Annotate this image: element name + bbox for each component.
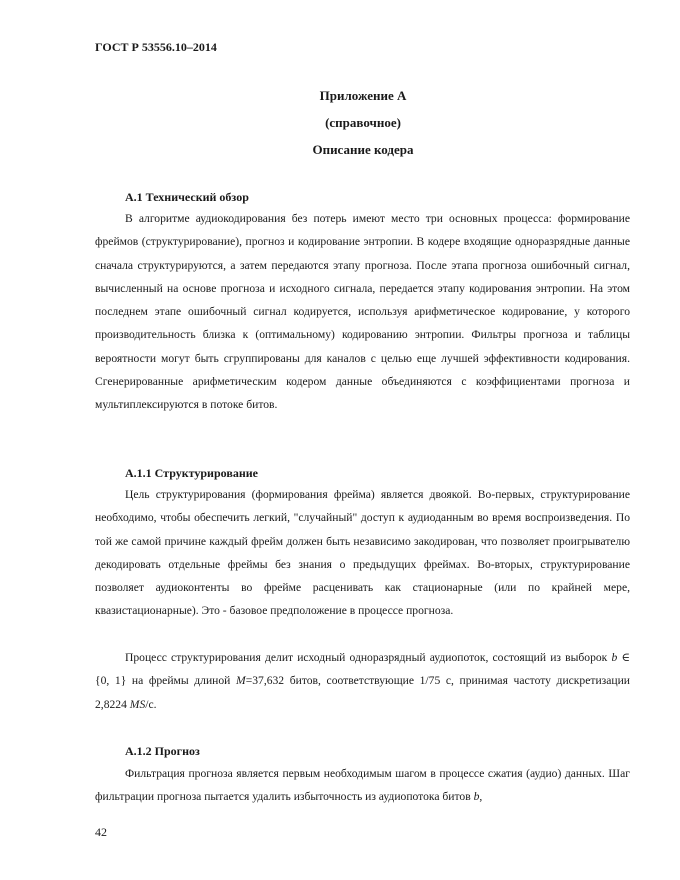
text-run: /с. [145, 697, 157, 711]
text-run: ∈ {0, 1} на фреймы длиной [95, 651, 630, 688]
variable-b: b [611, 651, 618, 664]
appendix-title: Приложение А [319, 88, 407, 103]
section-heading-a1-2: А.1.2 Прогноз [125, 744, 200, 758]
appendix-subtitle: (справочное) [325, 115, 401, 130]
standard-header: ГОСТ Р 53556.10–2014 [95, 40, 217, 54]
section-heading-a1: А.1 Технический обзор [125, 190, 249, 204]
section-text-a1: В алгоритме аудиокодирования без потерь имеют место три основных процесса: формирование фреймов (структурирование), прогноз и кодирование энтропии. В кодере входящие одноразрядные данные сначала структурируются, а затем передаются этапу прогноза. После этапа прогноза ошибочный сигнал, вычисленный на основе прогноза и исходного сигнала, передается этапу кодирования энтропии. На этом последнем этапе ошибочный сигнал кодируется, используя арифметическое кодирование, у которого производительность близка к (оптимальному) кодированию энтропии. Фильтры прогноза и таблицы вероятности могут быть сгруппированы для каналов с целью еще лучшей эффективности кодирования. Сгенерированные арифметическим кодером данные объединяются с коэффициентами прогноза и мультиплексируются в потоке битов. [95, 212, 630, 412]
text-run: =37,632 битов, соответствующие 1/75 с, принимая частоту дискретизации 2,8224 [95, 674, 630, 711]
page-number: 42 [95, 825, 107, 839]
text-run: , [479, 790, 483, 804]
section-heading-a1-1: А.1.1 Структурирование [125, 466, 258, 480]
section-text-a1-2 [95, 762, 630, 809]
appendix-name: Описание кодера [312, 142, 414, 157]
variable-m: M [236, 674, 246, 688]
variable-b: b [473, 790, 480, 804]
section-text-a1-1-p2 [95, 646, 630, 716]
unit-ms: MS [129, 697, 146, 711]
section-text-a1-1-p1: Цель структурирования (формирования фрейма) является двоякой. Во-первых, структурирование необходимо, чтобы обеспечить легкий, "случайный" доступ к аудиоданным во время воспроизведения. По той же самой причине каждый фрейм должен быть независимо закодирован, что позволяет проигрывателю декодировать отдельные фреймы без знания о предыдущих фреймах. Во-вторых, структурирование позволяет аудиоконтенты во фрейме расценивать как стационарные (или по крайней мере, квазистационарные). Это - базовое предположение в процессе прогноза. [95, 488, 630, 618]
text-run: Фильтрация прогноза является первым необходимым шагом в процессе сжатия (аудио) данных. Шаг фильтрации прогноза пытается удалить избыточность из аудиопотока битов [95, 767, 630, 804]
text-run: Процесс структурирования делит исходный одноразрядный аудиопоток, состоящий из выборок [125, 651, 612, 664]
